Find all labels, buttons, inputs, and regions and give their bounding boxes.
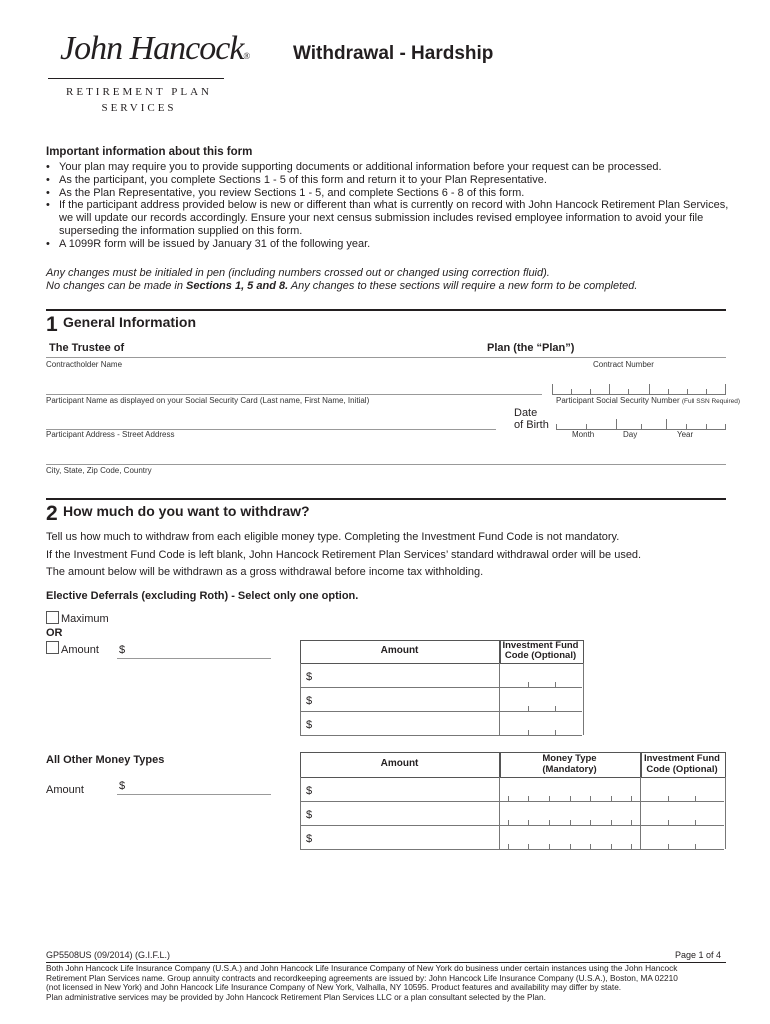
amount-label: Amount	[61, 644, 99, 656]
logo-underline	[48, 78, 224, 79]
table-header-fund-label: Investment Fund Code (Optional)	[643, 753, 720, 775]
dollar-sign: $	[119, 780, 126, 792]
dob-label-1: Date	[514, 407, 538, 419]
money-type-field[interactable]	[508, 791, 632, 801]
dob-label-2: of Birth	[514, 419, 549, 431]
important-bullets	[46, 161, 736, 251]
row-dollar[interactable]: $	[306, 785, 313, 797]
elective-table-divider	[499, 663, 500, 735]
other-table-divider	[499, 777, 500, 849]
footer-line: Retirement Plan Services name. Group annuity contracts and recordkeeping agreements are issued by: John Hancock Life Insurance Company (U.S.A.), Boston, MA 02210	[46, 972, 678, 983]
city-state-label: City, State, Zip Code, Country	[46, 466, 152, 475]
dollar-sign: $	[119, 644, 126, 656]
important-heading: Important information about this form	[46, 146, 253, 158]
elective-heading: Elective Deferrals (excluding Roth) - Select only one option.	[46, 590, 359, 602]
form-title: Withdrawal - Hardship	[293, 43, 494, 64]
table-header-fund-label: Investment Fund Code (Optional)	[502, 640, 579, 661]
table-row-line	[300, 849, 724, 850]
fund-code-field[interactable]	[668, 815, 696, 825]
section-2-title: How much do you want to withdraw?	[63, 503, 310, 519]
row-dollar[interactable]: $	[306, 809, 313, 821]
table-row-line	[300, 687, 582, 688]
row-dollar[interactable]: $	[306, 719, 313, 731]
form-id: GP5508US (09/2014) (G.I.F.L.)	[46, 950, 171, 960]
row-dollar[interactable]: $	[306, 671, 313, 683]
trustee-label: The Trustee of	[49, 342, 125, 354]
fund-code-field[interactable]	[528, 701, 556, 711]
bullet-item: • Your plan may require you to provide supporting documents or additional information before your request can be processed.	[46, 161, 736, 174]
row-dollar[interactable]: $	[306, 695, 313, 707]
city-state-field[interactable]	[46, 464, 726, 465]
bullet-item: • A 1099R form will be issued by January 31 of the following year.	[46, 238, 736, 251]
page-number: Page 1 of 4	[675, 950, 722, 960]
amount-checkbox[interactable]	[46, 641, 59, 654]
ssn-label: Participant Social Security Number (Full SSN Required)	[556, 396, 741, 405]
footer-line: Both John Hancock Life Insurance Company (U.S.A.) and John Hancock Life Insurance Company of New York do business under certain instances using the John Hancock	[46, 963, 678, 973]
section-1-number: 1	[46, 313, 58, 336]
logo-subtitle-1: RETIREMENT PLAN	[66, 86, 212, 98]
bullet-item: • As the Plan Representative, you review Sections 1 - 5, and complete Sections 6 - 8 of this form.	[46, 187, 736, 200]
table-row-line	[300, 801, 724, 802]
contractholder-label: Contractholder Name	[46, 360, 123, 369]
other-amount-field[interactable]	[117, 794, 271, 795]
contract-number-label: Contract Number	[593, 360, 654, 369]
ssn-field[interactable]	[552, 384, 726, 395]
bullet-item: • If the participant address provided below is new or different than what is currently on record with John Hancock Retirement Plan Services, we will update our records accordingly. Ensure your next census submission includes revised employee information to avoid your file superseding the information supplied on this form.	[46, 199, 736, 237]
street-address-label: Participant Address - Street Address	[46, 430, 175, 439]
money-type-field[interactable]	[508, 839, 632, 849]
fund-code-field[interactable]	[668, 839, 696, 849]
changes-note: Any changes must be initialed in pen (including numbers crossed out or changed using correction fluid).	[46, 267, 550, 279]
footer-line: (not licensed in New York) and John Hancock Life Insurance Company of New York, Valhalla, NY 10595. Product features and availability may differ by state.	[46, 982, 622, 992]
participant-name-field[interactable]	[46, 394, 542, 395]
fund-code-field[interactable]	[528, 725, 556, 735]
intro-line: If the Investment Fund Code is left blank, John Hancock Retirement Plan Services’ standard withdrawal order will be used.	[46, 549, 642, 561]
plan-label: Plan (the “Plan”)	[487, 342, 575, 354]
money-type-field[interactable]	[508, 815, 632, 825]
maximum-label: Maximum	[61, 613, 109, 625]
section-1-title: General Information	[63, 314, 197, 330]
section-2-number: 2	[46, 502, 58, 525]
maximum-checkbox[interactable]	[46, 611, 59, 624]
dob-field[interactable]	[556, 419, 726, 430]
participant-name-label: Participant Name as displayed on your Social Security Card (Last name, First Name, Initial)	[46, 396, 370, 405]
bullet-item: • As the participant, you complete Sections 1 - 5 of this form and return it to your Plan Representative.	[46, 174, 736, 187]
contractholder-field[interactable]	[46, 357, 726, 358]
day-label: Day	[623, 430, 638, 439]
section-2-rule	[46, 498, 726, 500]
section-1-rule	[46, 309, 726, 311]
table-header-amount-label: Amount	[380, 758, 419, 769]
table-row-line	[300, 735, 582, 736]
table-header-amount-label: Amount	[380, 645, 419, 656]
fund-code-field[interactable]	[668, 791, 696, 801]
row-dollar[interactable]: $	[306, 833, 313, 845]
year-label: Year	[677, 430, 694, 439]
other-table-divider	[640, 777, 641, 849]
intro-line: Tell us how much to withdraw from each eligible money type. Completing the Investment Fund Code is not mandatory.	[46, 531, 620, 543]
elective-amount-field[interactable]	[117, 658, 271, 659]
other-amount-label: Amount	[46, 784, 84, 796]
table-row-line	[300, 711, 582, 712]
or-label: OR	[46, 627, 63, 639]
table-row-line	[300, 825, 724, 826]
no-changes-note: No changes can be made in Sections 1, 5 and 8. Any changes to these sections will require a new form to be completed.	[46, 280, 638, 292]
other-money-heading: All Other Money Types	[46, 754, 165, 766]
footer-line: Plan administrative services may be provided by John Hancock Retirement Plan Services LLC or a plan consultant selected by the Plan.	[46, 991, 546, 1002]
month-label: Month	[572, 430, 595, 439]
table-header-money-type-label: Money Type (Mandatory)	[542, 753, 597, 775]
intro-line: The amount below will be withdrawn as a gross withdrawal before income tax withholding.	[46, 566, 484, 578]
logo-subtitle-2: SERVICES	[101, 102, 177, 114]
logo: John Hancock®	[60, 30, 250, 67]
fund-code-field[interactable]	[528, 677, 556, 687]
